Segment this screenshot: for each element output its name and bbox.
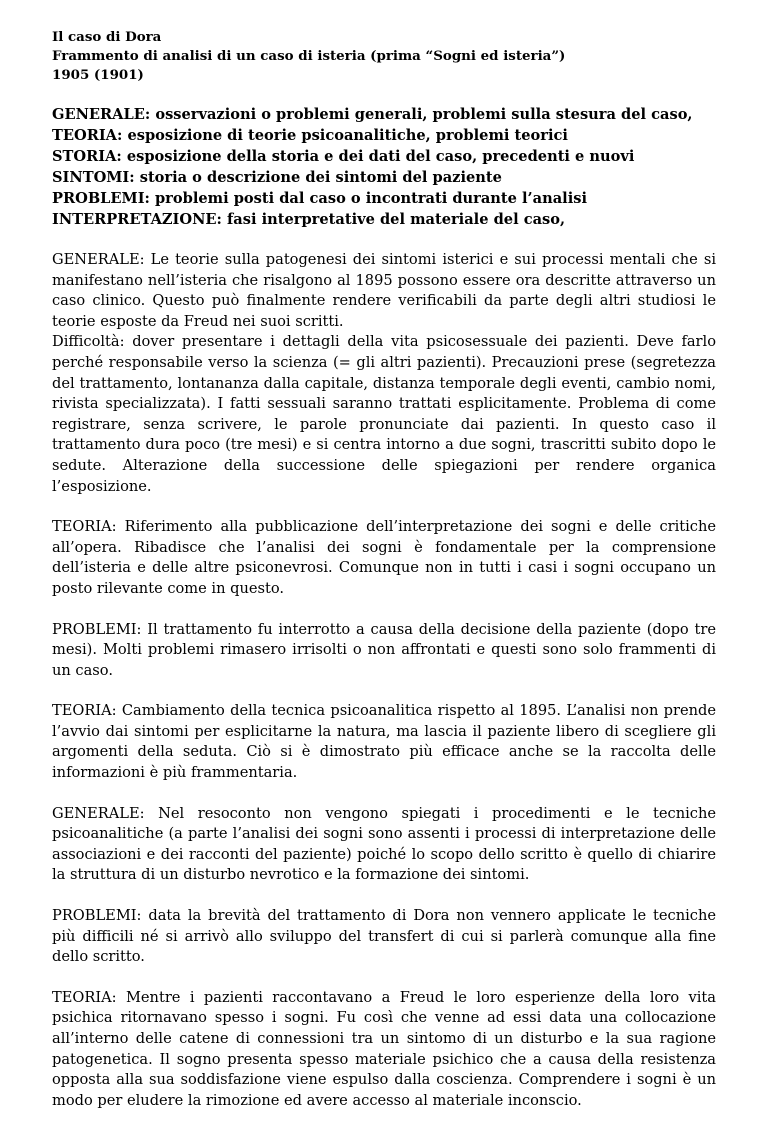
paragraph-text: TEORIA: Riferimento alla pubblicazione dell’interpretazione dei sogni e delle critiche all’opera. Ribadisce che l’analisi dei sogni è fondamentale per la comprensione dell’isteria e delle altre psiconevrosi. Comunque non in tutti i casi i sogni occupano un posto rilevante come in questo.: [52, 518, 716, 597]
legend-item-problemi: PROBLEMI: problemi posti dal caso o incontrati durante l’analisi: [52, 190, 588, 207]
paragraph-text: TEORIA: Cambiamento della tecnica psicoanalitica rispetto al 1895. L’analisi non prende l’avvio dai sintomi per esplicitarne la natura, ma lascia il paziente libero di scegliere gli argomenti della seduta. Ciò si è dimostrato più efficace anche se la raccolta delle informazioni è più frammentaria.: [52, 702, 716, 782]
section-teoria-3: [52, 988, 716, 1112]
section-problemi-1: [52, 620, 716, 682]
legend-item-interpretazione: INTERPRETAZIONE: fasi interpretative del materiale del caso,: [52, 211, 566, 228]
paragraph-text: GENERALE: Le teorie sulla patogenesi dei sintomi isterici e sui processi mentali che si manifestano nell’isteria che risalgono al 1895 possono essere ora descritte attraverso un caso clinico. Questo può finalmente rendere verificabili da parte degli altri studiosi le teorie esposte da Freud nei suoi scritti.: [52, 251, 716, 330]
document-subtitle: Frammento di analisi di un caso di isteria (prima “Sogni ed isteria”): [52, 48, 566, 64]
category-legend: [52, 104, 716, 230]
section-teoria-2: [52, 701, 716, 783]
document-page: [52, 28, 716, 1131]
legend-item-teoria: TEORIA: esposizione di teorie psicoanalitiche, problemi teorici: [52, 127, 568, 144]
paragraph-text: PROBLEMI: data la brevità del trattamento di Dora non vennero applicate le tecniche più difficili né si arrivò allo sviluppo del transfert di cui si parlerà comunque alla fine dello scritto.: [52, 907, 716, 966]
section-generale-2: [52, 804, 716, 886]
paragraph-text: TEORIA: Mentre i pazienti raccontavano a Freud le loro esperienze della loro vita psichica ritornavano spesso i sogni. Fu così che venne ad essi data una collocazione all’interno delle catene di connessioni tra un sintomo di un disturbo e la sua ragione patogenetica. Il sogno presenta spesso materiale psichico che a causa della resistenza opposta alla sua soddisfazione viene espulso dalla coscienza. Comprendere i sogni è un modo per eludere la rimozione ed avere accesso al materiale inconscio.: [52, 988, 716, 1109]
legend-item-sintomi: SINTOMI: storia o descrizione dei sintomi del paziente: [52, 169, 502, 186]
document-header: [52, 28, 716, 85]
document-date: 1905 (1901): [52, 67, 144, 83]
paragraph-text: GENERALE: Nel resoconto non vengono spiegati i procedimenti e le tecniche psicoanalitiche (a parte l’analisi dei sogni sono assenti i processi di interpretazione delle associazioni e dei racconti del paziente) poiché lo scopo dello scritto è quello di chiarire la struttura di un disturbo nevrotico e la formazione dei sintomi.: [52, 804, 716, 884]
legend-item-storia: STORIA: esposizione della storia e dei dati del caso, precedenti e nuovi: [52, 148, 635, 165]
document-title: Il caso di Dora: [52, 29, 162, 45]
paragraph-text: Difficoltà: dover presentare i dettagli della vita psicosessuale dei pazienti. Deve farlo perché responsabile verso la scienza (= gli altri pazienti). Precauzioni prese (segretezza del trattamento, lontananza dalla capitale, distanza temporale degli eventi, cambio nomi, rivista specializzata). I fatti sessuali saranno trattati esplicitamente. Problema di come registrare, senza scrivere, le parole pronunciate dai pazienti. In questo caso il trattamento dura poco (tre mesi) e si centra intorno a due sogni, trascritti subito dopo le sedute. Alterazione della successione delle spiegazioni per rendere organica l’esposizione.: [52, 333, 716, 495]
legend-item-generale: GENERALE: osservazioni o problemi generali, problemi sulla stesura del caso,: [52, 106, 693, 123]
paragraph-text: PROBLEMI: Il trattamento fu interrotto a causa della decisione della paziente (dopo tre mesi). Molti problemi rimasero irrisolti o non affrontati e questi sono solo frammenti di un caso.: [52, 620, 716, 679]
section-teoria-1: [52, 517, 716, 599]
section-generale-1: [52, 250, 716, 497]
section-problemi-2: [52, 906, 716, 968]
